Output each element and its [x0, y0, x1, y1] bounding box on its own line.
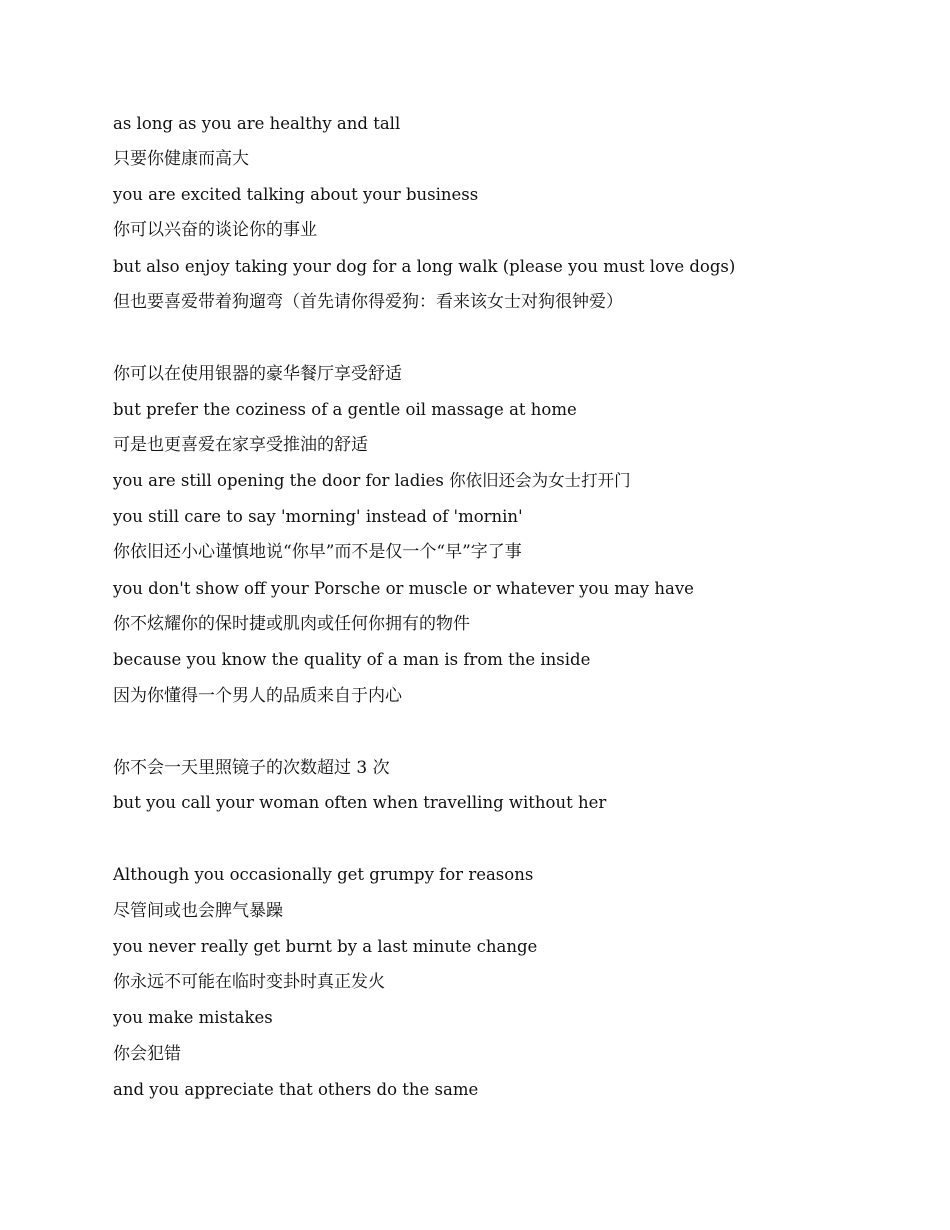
text-line: and you appreciate that others do the same [113, 1080, 479, 1099]
text-line: 你不炫耀你的保时捷或肌肉或任何你拥有的物件 [113, 614, 470, 634]
text-line: but also enjoy taking your dog for a long walk (please you must love dogs) [113, 257, 736, 276]
text-line: 你依旧还小心谨慎地说“你早”而不是仅一个“早”字了事 [113, 542, 522, 562]
text-line: 你可以兴奋的谈论你的事业 [113, 220, 317, 240]
text-line: you make mistakes [113, 1008, 273, 1027]
text-line: 因为你懂得一个男人的品质来自于内心 [113, 686, 402, 706]
text-line: Although you occasionally get grumpy for reasons [113, 865, 534, 884]
document-page [113, 0, 913, 1230]
text-line: you never really get burnt by a last minute change [113, 937, 538, 956]
text-line: 你可以在使用银器的豪华餐厅享受舒适 [113, 364, 402, 384]
text-line: but you call your woman often when travelling without her [113, 793, 607, 812]
text-line: but prefer the coziness of a gentle oil massage at home [113, 400, 577, 419]
text-line: 但也要喜爱带着狗遛弯（首先请你得爱狗：看来该女士对狗很钟爱） [113, 292, 623, 312]
text-line: you still care to say 'morning' instead of 'mornin' [113, 507, 523, 526]
text-line: 你不会一天里照镜子的次数超过 3 次 [113, 758, 390, 778]
text-line: 尽管间或也会脾气暴躁 [113, 901, 283, 921]
text-line: because you know the quality of a man is from the inside [113, 650, 591, 669]
text-line: as long as you are healthy and tall [113, 114, 401, 133]
text-line: you don't show off your Porsche or muscle or whatever you may have [113, 579, 694, 598]
text-line: 你永远不可能在临时变卦时真正发火 [113, 972, 385, 992]
text-line: 你会犯错 [113, 1044, 181, 1064]
text-line: 可是也更喜爱在家享受推油的舒适 [113, 435, 368, 455]
text-line: you are still opening the door for ladies 你依旧还会为女士打开门 [113, 471, 631, 490]
text-line: 只要你健康而高大 [113, 149, 249, 169]
text-line: you are excited talking about your business [113, 185, 479, 204]
